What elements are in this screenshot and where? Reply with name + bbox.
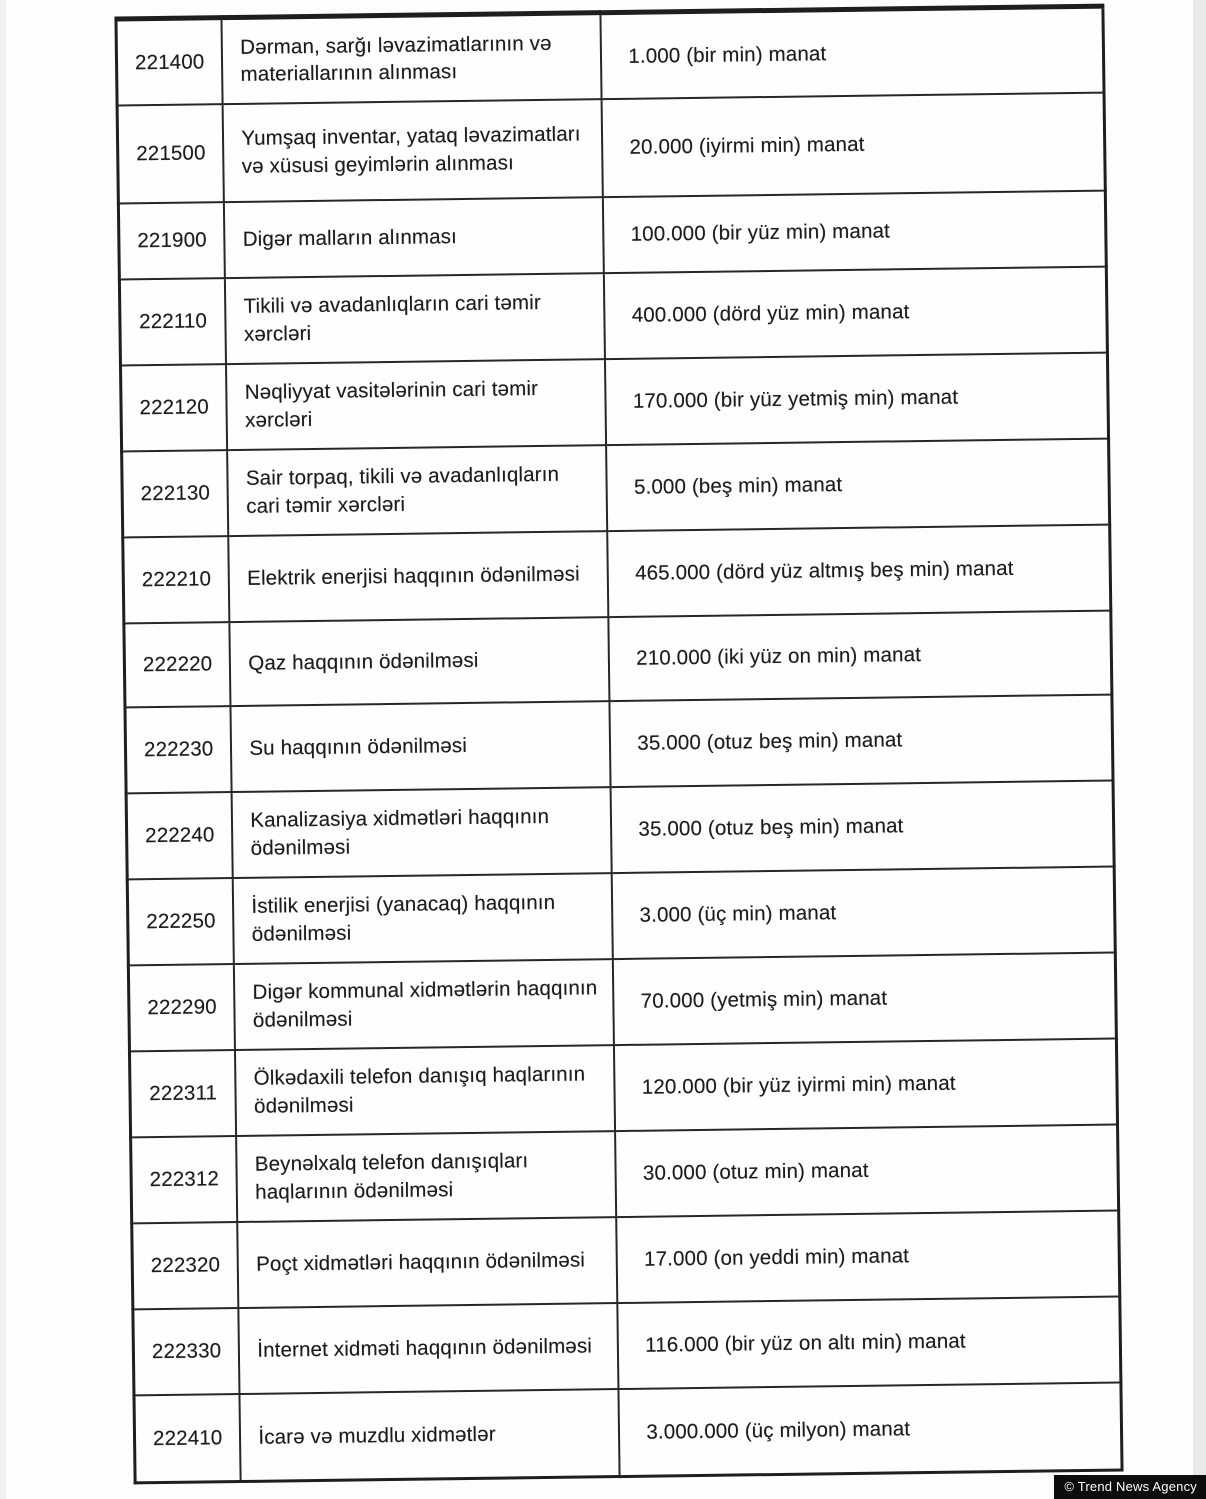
- code-cell: 222240: [126, 792, 233, 879]
- code-cell: 222290: [128, 964, 235, 1051]
- code-cell: 222320: [132, 1222, 239, 1309]
- amount-cell: 17.000 (on yeddi min) manat: [617, 1210, 1120, 1303]
- code-cell: 222220: [124, 622, 231, 707]
- amount-cell: 3.000 (üç min) manat: [612, 866, 1115, 959]
- description-cell: Kanalizasiya xidmətləri haqqının ödənilməsi: [232, 787, 612, 878]
- table-body: [116, 6, 1122, 1483]
- amount-cell: 100.000 (bir yüz min) manat: [603, 190, 1106, 273]
- watermark-text: © Trend News Agency: [1064, 1479, 1197, 1494]
- table-row: [124, 610, 1112, 707]
- amount-cell: 465.000 (dörd yüz altmış beş min) manat: [608, 524, 1111, 617]
- code-cell: 222130: [122, 450, 229, 537]
- table-row: [132, 1210, 1120, 1309]
- description-cell: Beynəlxalq telefon danışıqları haqlarının ödənilməsi: [236, 1131, 616, 1222]
- amount-cell: 1.000 (bir min) manat: [601, 6, 1104, 99]
- amount-cell: 20.000 (iyirmi min) manat: [602, 92, 1105, 197]
- description-cell: Digər kommunal xidmətlərin haqqının ödənilməsi: [234, 959, 614, 1050]
- code-cell: 221900: [118, 202, 225, 279]
- watermark-badge: [1054, 1475, 1206, 1499]
- amount-cell: 35.000 (otuz beş min) manat: [610, 694, 1113, 787]
- table-row: [129, 1038, 1117, 1137]
- table-row: [118, 190, 1106, 279]
- code-cell: 222230: [125, 706, 232, 793]
- code-cell: 222410: [134, 1394, 241, 1483]
- table-row: [133, 1296, 1121, 1395]
- amount-cell: 30.000 (otuz min) manat: [615, 1124, 1118, 1217]
- amount-cell: 170.000 (bir yüz yetmiş min) manat: [605, 352, 1108, 445]
- description-cell: Dərman, sarğı ləvazimatlarının və materiallarının alınması: [222, 13, 602, 104]
- scan-edge-right: [1193, 0, 1206, 1499]
- table-row: [120, 352, 1108, 451]
- description-cell: Qaz haqqının ödənilməsi: [230, 617, 610, 706]
- amount-cell: 35.000 (otuz beş min) manat: [611, 780, 1114, 873]
- scan-edge-left: [0, 0, 6, 1499]
- amount-cell: 3.000.000 (üç milyon) manat: [619, 1382, 1122, 1477]
- table-row: [122, 438, 1110, 537]
- table-row: [127, 866, 1115, 965]
- code-cell: 222250: [127, 878, 234, 965]
- description-cell: İcarə və muzdlu xidmətlər: [240, 1389, 620, 1482]
- amount-cell: 120.000 (bir yüz iyirmi min) manat: [614, 1038, 1117, 1131]
- description-cell: Poçt xidmətləri haqqının ödənilməsi: [238, 1217, 618, 1308]
- table-row: [123, 524, 1111, 623]
- code-cell: 222330: [133, 1308, 240, 1395]
- amount-cell: 70.000 (yetmiş min) manat: [613, 952, 1116, 1045]
- table-row: [128, 952, 1116, 1051]
- code-cell: 222311: [129, 1050, 236, 1137]
- description-cell: İnternet xidməti haqqının ödənilməsi: [239, 1303, 619, 1394]
- description-cell: Sair torpaq, tikili və avadanlıqların cari təmir xərcləri: [227, 445, 607, 536]
- table-row: [117, 92, 1105, 203]
- table-row: [119, 266, 1107, 365]
- code-cell: 222110: [119, 278, 226, 365]
- table-row: [131, 1124, 1119, 1223]
- budget-expenditure-table: [114, 4, 1123, 1485]
- table-row: [134, 1382, 1122, 1483]
- code-cell: 222210: [123, 536, 230, 623]
- table-row: [125, 694, 1113, 793]
- code-cell: 221500: [117, 104, 224, 203]
- code-cell: 222120: [120, 364, 227, 451]
- description-cell: Digər malların alınması: [224, 197, 604, 278]
- description-cell: Yumşaq inventar, yataq ləvazimatları və xüsusi geyimlərin alınması: [223, 99, 603, 202]
- description-cell: Tikili və avadanlıqların cari təmir xərcləri: [225, 273, 605, 364]
- table-row: [116, 6, 1104, 105]
- amount-cell: 116.000 (bir yüz on altı min) manat: [618, 1296, 1121, 1389]
- description-cell: Su haqqının ödənilməsi: [231, 701, 611, 792]
- description-cell: Elektrik enerjisi haqqının ödənilməsi: [229, 531, 609, 622]
- description-cell: İstilik enerjisi (yanacaq) haqqının ödənilməsi: [233, 873, 613, 964]
- amount-cell: 210.000 (iki yüz on min) manat: [609, 610, 1112, 701]
- amount-cell: 400.000 (dörd yüz min) manat: [604, 266, 1107, 359]
- description-cell: Ölkədaxili telefon danışıq haqlarının ödənilməsi: [235, 1045, 615, 1136]
- amount-cell: 5.000 (beş min) manat: [606, 438, 1109, 531]
- code-cell: 221400: [116, 18, 223, 105]
- table-row: [126, 780, 1114, 879]
- description-cell: Nəqliyyat vasitələrinin cari təmir xərcləri: [226, 359, 606, 450]
- code-cell: 222312: [131, 1136, 238, 1223]
